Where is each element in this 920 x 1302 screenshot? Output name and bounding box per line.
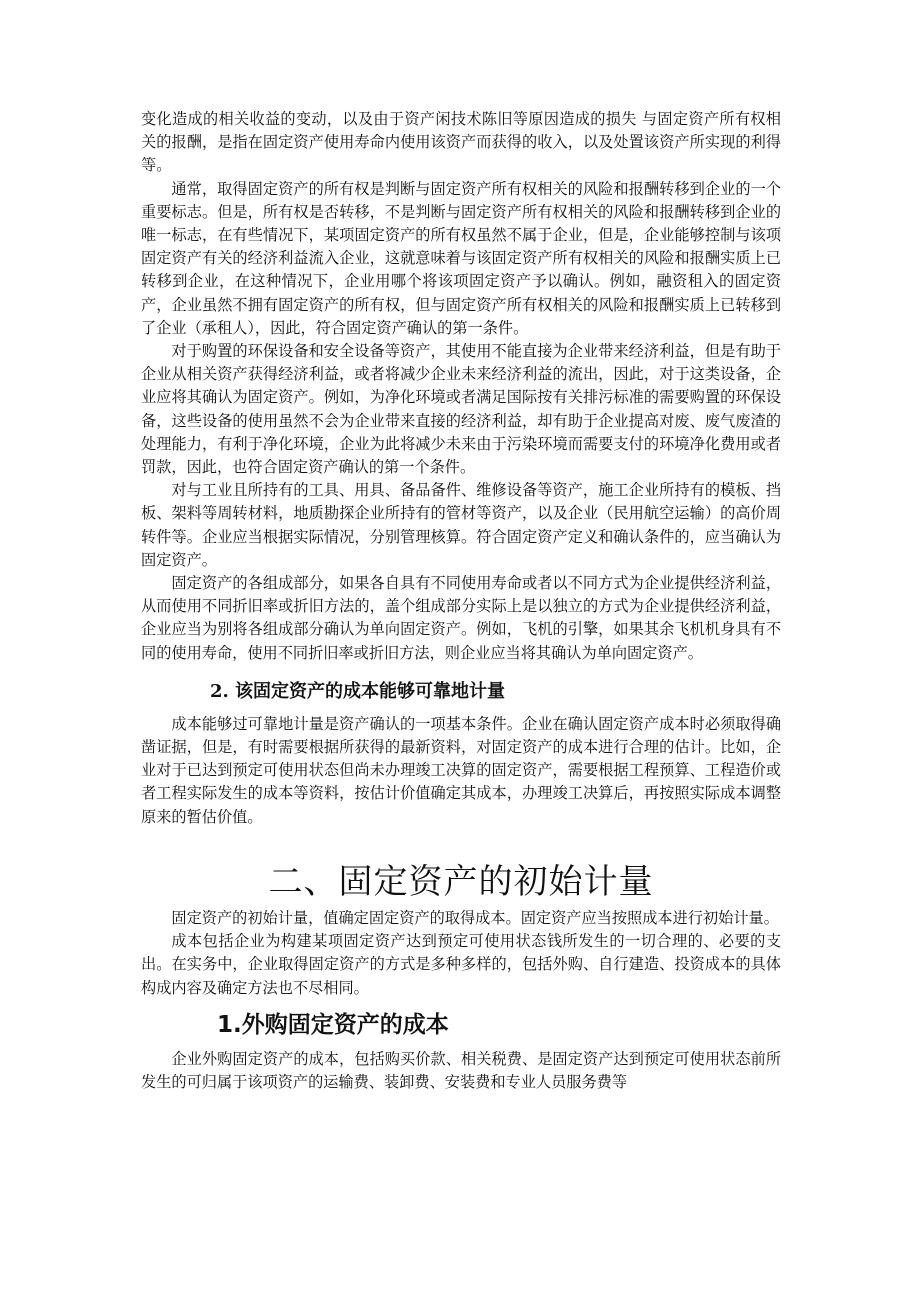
paragraph: 变化造成的相关收益的变动，以及由于资产闲技术陈旧等原因造成的损失 与固定资产所有权相关的报酬，是指在固定资产使用寿命内使用该资产而获得的收入，以及处置该资产所实现的利得等。 <box>141 110 781 175</box>
document-page <box>141 108 781 1094</box>
paragraph: 企业外购固定资产的成本，包括购买价款、相关税费、是固定资产达到预定可使用状态前所发生的可归属于该项资产的运输费、装卸费、安装费和专业人员服务费等 <box>141 1049 781 1091</box>
paragraph: 成本包括企业为构建某项固定资产达到预定可使用状态钱所发生的一切合理的、必要的支出。在实务中，企业取得固定资产的方式是多种多样的，包括外购、自行建造、投资成本的具体构成内容及确定方法也不尽相同。 <box>141 932 781 997</box>
section-title: 二、固定资产的初始计量 <box>268 861 654 902</box>
paragraph: 固定资产的各组成部分，如果各自具有不同使用寿命或者以不同方式为企业提供经济利益，从而使用不同折旧率或折旧方法的，盖个组成部分实际上是以独立的方式为企业提供经济利益，企业应当为别将各组成部分确认为单向固定资产。例如，飞机的引擎，如果其余飞机机身具有不同的使用寿命，使用不同折旧率或折旧方法，则企业应当将其确认为单向固定资产。 <box>141 574 781 662</box>
paragraph: 成本能够过可靠地计量是资产确认的一项基本条件。企业在确认固定资产成本时必须取得确凿证据，但是，有时需要根据所获得的最新资料，对固定资产的成本进行合理的估计。比如，企业对于已达到预定可使用状态但尚未办理竣工决算的固定资产，需要根据工程预算、工程造价或者工程实际发生的成本等资料，按估计价值确定其成本，办理竣工决算后，再按照实际成本调整原来的暂估价值。 <box>141 714 781 826</box>
subheading-cost-measurement: 2. 该固定资产的成本能够可靠地计量 <box>210 680 506 702</box>
subsection-title: 1.外购固定资产的成本 <box>217 1011 449 1038</box>
paragraph: 固定资产的初始计量，值确定固定资产的取得成本。固定资产应当按照成本进行初始计量。 <box>171 908 779 927</box>
paragraph: 通常，取得固定资产的所有权是判断与固定资产所有权相关的风险和报酬转移到企业的一个重要标志。但是，所有权是否转移，不是判断与固定资产所有权相关的风险和报酬转移到企业的唯一标志，在有些情况下，某项固定资产的所有权虽然不属于企业，但是，企业能够控制与该项固定资产有关的经济利益流入企业，这就意味着与该固定资产所有权相关的风险和报酬实质上已转移到企业，在这种情况下，企业用哪个将该项固定资产予以确认。例如，融资租入的固定资产，企业虽然不拥有固定资产的所有权，但与固定资产所有权相关的风险和报酬实质上已转移到了企业（承租人），因此，符合固定资产确认的第一条件。 <box>141 179 781 337</box>
paragraph: 对于购置的环保设备和安全设备等资产，其使用不能直接为企业带来经济利益，但是有助于企业从相关资产获得经济利益，或者将减少企业未来经济利益的流出，因此，对于这类设备，企业应将其确认为固定资产。例如，为净化环境或者满足国际按有关排污标准的需要购置的环保设备，这些设备的使用虽然不会为企业带来直接的经济利益，却有助于企业提高对废、废气废渣的处理能力，有利于净化环境，企业为此将减少未来由于污染环境而需要支付的环境净化费用或者罚款，因此，也符合固定资产确认的第一个条件。 <box>141 342 781 477</box>
paragraph: 对与工业且所持有的工具、用具、备品备件、维修设备等资产，施工企业所持有的模板、挡板、架料等周转材料，地质勘探企业所持有的管材等资产，以及企业（民用航空运输）的高价周转件等。企业应当根据实际情况，分别管理核算。符合固定资产定义和确认条件的，应当确认为固定资产。 <box>141 481 781 569</box>
